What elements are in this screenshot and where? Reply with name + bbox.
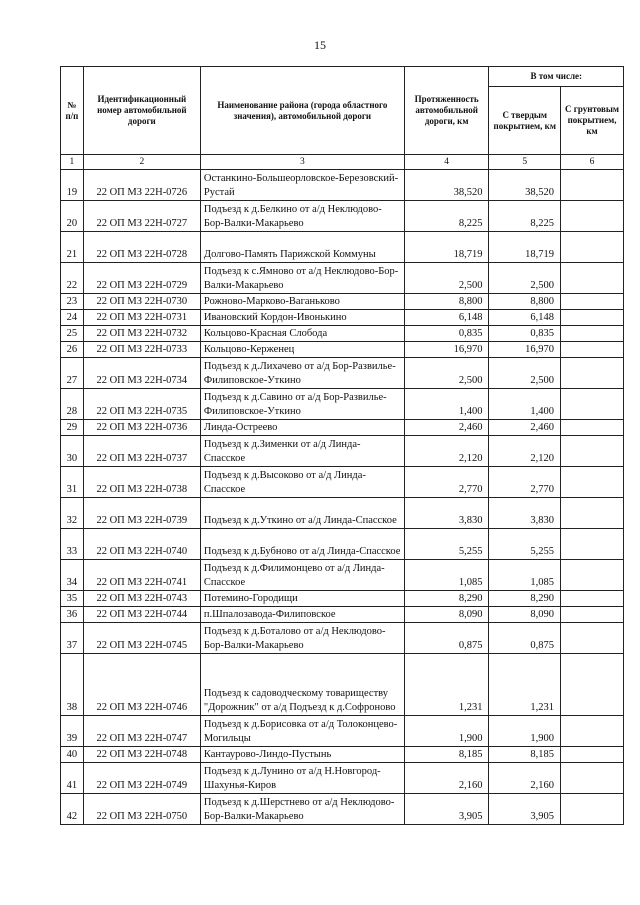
row-number: 20 (61, 201, 84, 232)
soft-surface-length (561, 358, 624, 389)
column-number: 5 (489, 155, 561, 170)
road-id: 22 ОП МЗ 22Н-0728 (83, 232, 200, 263)
hard-surface-length: 8,290 (489, 591, 561, 607)
road-name: Подъезд к д.Шерстнево от а/д Неклюдово-Бор-Валки-Макарьево (200, 794, 404, 825)
column-number: 3 (200, 155, 404, 170)
table-row (61, 467, 624, 498)
row-number: 25 (61, 326, 84, 342)
row-number: 19 (61, 170, 84, 201)
row-number: 35 (61, 591, 84, 607)
hard-surface-length: 8,185 (489, 747, 561, 763)
road-name: Подъезд к д.Борисовка от а/д Толоконцево-Могильцы (200, 716, 404, 747)
row-number: 21 (61, 232, 84, 263)
table-row (61, 623, 624, 654)
table-row (61, 654, 624, 716)
table-row (61, 232, 624, 263)
row-number: 33 (61, 529, 84, 560)
row-number: 30 (61, 436, 84, 467)
road-name: Подъезд к д.Лунино от а/д Н.Новгород-Шахунья-Киров (200, 763, 404, 794)
row-number: 36 (61, 607, 84, 623)
road-id: 22 ОП МЗ 22Н-0727 (83, 201, 200, 232)
table-row (61, 420, 624, 436)
row-number: 34 (61, 560, 84, 591)
hard-surface-length: 18,719 (489, 232, 561, 263)
hard-surface-length: 2,160 (489, 763, 561, 794)
road-name: Останкино-Большеорловское-Березовский-Рустай (200, 170, 404, 201)
hard-surface-length: 1,400 (489, 389, 561, 420)
road-length: 3,905 (404, 794, 489, 825)
soft-surface-length (561, 529, 624, 560)
road-id: 22 ОП МЗ 22Н-0731 (83, 310, 200, 326)
hard-surface-length: 5,255 (489, 529, 561, 560)
row-number: 28 (61, 389, 84, 420)
road-id: 22 ОП МЗ 22Н-0726 (83, 170, 200, 201)
road-name: Рожново-Марково-Ваганьково (200, 294, 404, 310)
roads-table (60, 66, 624, 825)
soft-surface-length (561, 294, 624, 310)
hard-surface-length: 2,500 (489, 358, 561, 389)
row-number: 22 (61, 263, 84, 294)
soft-surface-length (561, 560, 624, 591)
road-length: 1,085 (404, 560, 489, 591)
table-row (61, 358, 624, 389)
hard-surface-length: 2,460 (489, 420, 561, 436)
road-name: Ивановский Кордон-Ивонькино (200, 310, 404, 326)
road-length: 38,520 (404, 170, 489, 201)
row-number: 37 (61, 623, 84, 654)
road-id: 22 ОП МЗ 22Н-0750 (83, 794, 200, 825)
table-row (61, 436, 624, 467)
road-id: 22 ОП МЗ 22Н-0740 (83, 529, 200, 560)
road-name: Подъезд к д.Бубново от а/д Линда-Спасское (200, 529, 404, 560)
road-length: 0,835 (404, 326, 489, 342)
road-id: 22 ОП МЗ 22Н-0734 (83, 358, 200, 389)
hard-surface-length: 6,148 (489, 310, 561, 326)
hard-surface-length: 1,085 (489, 560, 561, 591)
table-row (61, 294, 624, 310)
road-id: 22 ОП МЗ 22Н-0732 (83, 326, 200, 342)
table-row (61, 170, 624, 201)
table-row (61, 607, 624, 623)
header-name: Наименование района (города областного значения), автомобильной дороги (200, 67, 404, 155)
soft-surface-length (561, 389, 624, 420)
soft-surface-length (561, 420, 624, 436)
row-number: 38 (61, 654, 84, 716)
soft-surface-length (561, 747, 624, 763)
road-id: 22 ОП МЗ 22Н-0749 (83, 763, 200, 794)
road-id: 22 ОП МЗ 22Н-0729 (83, 263, 200, 294)
road-id: 22 ОП МЗ 22Н-0736 (83, 420, 200, 436)
road-id: 22 ОП МЗ 22Н-0744 (83, 607, 200, 623)
soft-surface-length (561, 498, 624, 529)
header-length: Протяженность автомобильной дороги, км (404, 67, 489, 155)
road-id: 22 ОП МЗ 22Н-0748 (83, 747, 200, 763)
page-number: 15 (314, 38, 326, 52)
row-number: 24 (61, 310, 84, 326)
soft-surface-length (561, 436, 624, 467)
header-group: В том числе: (489, 67, 624, 87)
hard-surface-length: 8,225 (489, 201, 561, 232)
table-row (61, 794, 624, 825)
table-row (61, 389, 624, 420)
road-id: 22 ОП МЗ 22Н-0733 (83, 342, 200, 358)
soft-surface-length (561, 591, 624, 607)
soft-surface-length (561, 654, 624, 716)
road-name: Кольцово-Керженец (200, 342, 404, 358)
soft-surface-length (561, 263, 624, 294)
road-name: п.Шпалозавода-Филиповское (200, 607, 404, 623)
road-length: 1,900 (404, 716, 489, 747)
road-name: Подъезд к с.Ямново от а/д Неклюдово-Бор-Валки-Макарьево (200, 263, 404, 294)
header-soft-surface: С грунтовым покрытием, км (561, 87, 624, 155)
soft-surface-length (561, 342, 624, 358)
hard-surface-length: 0,835 (489, 326, 561, 342)
row-number: 26 (61, 342, 84, 358)
road-length: 3,830 (404, 498, 489, 529)
road-length: 6,148 (404, 310, 489, 326)
table-row (61, 529, 624, 560)
road-name: Подъезд к д.Уткино от а/д Линда-Спасское (200, 498, 404, 529)
soft-surface-length (561, 170, 624, 201)
road-length: 8,090 (404, 607, 489, 623)
road-name: Подъезд к д.Белкино от а/д Неклюдово-Бор-Валки-Макарьево (200, 201, 404, 232)
road-length: 2,500 (404, 358, 489, 389)
table-row (61, 716, 624, 747)
road-name: Подъезд к д.Боталово от а/д Неклюдово-Бор-Валки-Макарьево (200, 623, 404, 654)
soft-surface-length (561, 232, 624, 263)
road-length: 8,185 (404, 747, 489, 763)
road-length: 2,120 (404, 436, 489, 467)
road-length: 2,500 (404, 263, 489, 294)
table-row (61, 342, 624, 358)
hard-surface-length: 3,830 (489, 498, 561, 529)
road-id: 22 ОП МЗ 22Н-0735 (83, 389, 200, 420)
road-length: 2,460 (404, 420, 489, 436)
table-row (61, 310, 624, 326)
road-name: Подъезд к д.Филимонцево от а/д Линда-Спасское (200, 560, 404, 591)
road-name: Подъезд к д.Зименки от а/д Линда-Спасское (200, 436, 404, 467)
table-row (61, 560, 624, 591)
road-length: 5,255 (404, 529, 489, 560)
column-number: 2 (83, 155, 200, 170)
road-length: 8,290 (404, 591, 489, 607)
road-length: 2,770 (404, 467, 489, 498)
row-number: 27 (61, 358, 84, 389)
column-number: 1 (61, 155, 84, 170)
hard-surface-length: 8,800 (489, 294, 561, 310)
column-number: 4 (404, 155, 489, 170)
road-name: Подъезд к д.Высоково от а/д Линда-Спасское (200, 467, 404, 498)
road-name: Подъезд к садоводческому товариществу "Дорожник" от а/д Подъезд к д.Софроново (200, 654, 404, 716)
hard-surface-length: 2,770 (489, 467, 561, 498)
hard-surface-length: 3,905 (489, 794, 561, 825)
table-row (61, 263, 624, 294)
header-id: Идентификационный номер автомобильной дороги (83, 67, 200, 155)
road-id: 22 ОП МЗ 22Н-0743 (83, 591, 200, 607)
road-length: 1,400 (404, 389, 489, 420)
road-length: 0,875 (404, 623, 489, 654)
road-name: Линда-Остреево (200, 420, 404, 436)
hard-surface-length: 8,090 (489, 607, 561, 623)
hard-surface-length: 2,500 (489, 263, 561, 294)
hard-surface-length: 1,231 (489, 654, 561, 716)
road-id: 22 ОП МЗ 22Н-0730 (83, 294, 200, 310)
column-number: 6 (561, 155, 624, 170)
road-length: 2,160 (404, 763, 489, 794)
row-number: 23 (61, 294, 84, 310)
row-number: 31 (61, 467, 84, 498)
road-length: 18,719 (404, 232, 489, 263)
road-id: 22 ОП МЗ 22Н-0737 (83, 436, 200, 467)
road-id: 22 ОП МЗ 22Н-0745 (83, 623, 200, 654)
soft-surface-length (561, 763, 624, 794)
table-row (61, 763, 624, 794)
road-name: Долгово-Память Парижской Коммуны (200, 232, 404, 263)
header-hard-surface: С твердым покрытием, км (489, 87, 561, 155)
table-row (61, 326, 624, 342)
road-id: 22 ОП МЗ 22Н-0739 (83, 498, 200, 529)
hard-surface-length: 0,875 (489, 623, 561, 654)
row-number: 32 (61, 498, 84, 529)
soft-surface-length (561, 310, 624, 326)
table-row (61, 201, 624, 232)
row-number: 41 (61, 763, 84, 794)
soft-surface-length (561, 467, 624, 498)
hard-surface-length: 16,970 (489, 342, 561, 358)
table-row (61, 498, 624, 529)
road-length: 1,231 (404, 654, 489, 716)
table-row (61, 747, 624, 763)
hard-surface-length: 1,900 (489, 716, 561, 747)
hard-surface-length: 38,520 (489, 170, 561, 201)
road-id: 22 ОП МЗ 22Н-0741 (83, 560, 200, 591)
road-length: 8,800 (404, 294, 489, 310)
row-number: 39 (61, 716, 84, 747)
header-number: № п/п (61, 67, 84, 155)
road-name: Подъезд к д.Савино от а/д Бор-Развилье-Филиповское-Уткино (200, 389, 404, 420)
road-name: Кольцово-Красная Слобода (200, 326, 404, 342)
road-id: 22 ОП МЗ 22Н-0746 (83, 654, 200, 716)
row-number: 42 (61, 794, 84, 825)
road-id: 22 ОП МЗ 22Н-0738 (83, 467, 200, 498)
soft-surface-length (561, 794, 624, 825)
row-number: 40 (61, 747, 84, 763)
soft-surface-length (561, 201, 624, 232)
road-length: 16,970 (404, 342, 489, 358)
soft-surface-length (561, 623, 624, 654)
soft-surface-length (561, 326, 624, 342)
table-body (61, 170, 624, 825)
road-length: 8,225 (404, 201, 489, 232)
soft-surface-length (561, 716, 624, 747)
road-name: Подъезд к д.Лихачево от а/д Бор-Развилье-Филиповское-Уткино (200, 358, 404, 389)
road-id: 22 ОП МЗ 22Н-0747 (83, 716, 200, 747)
hard-surface-length: 2,120 (489, 436, 561, 467)
road-name: Кантаурово-Линдо-Пустынь (200, 747, 404, 763)
row-number: 29 (61, 420, 84, 436)
soft-surface-length (561, 607, 624, 623)
road-name: Потемино-Городищи (200, 591, 404, 607)
table-row (61, 591, 624, 607)
